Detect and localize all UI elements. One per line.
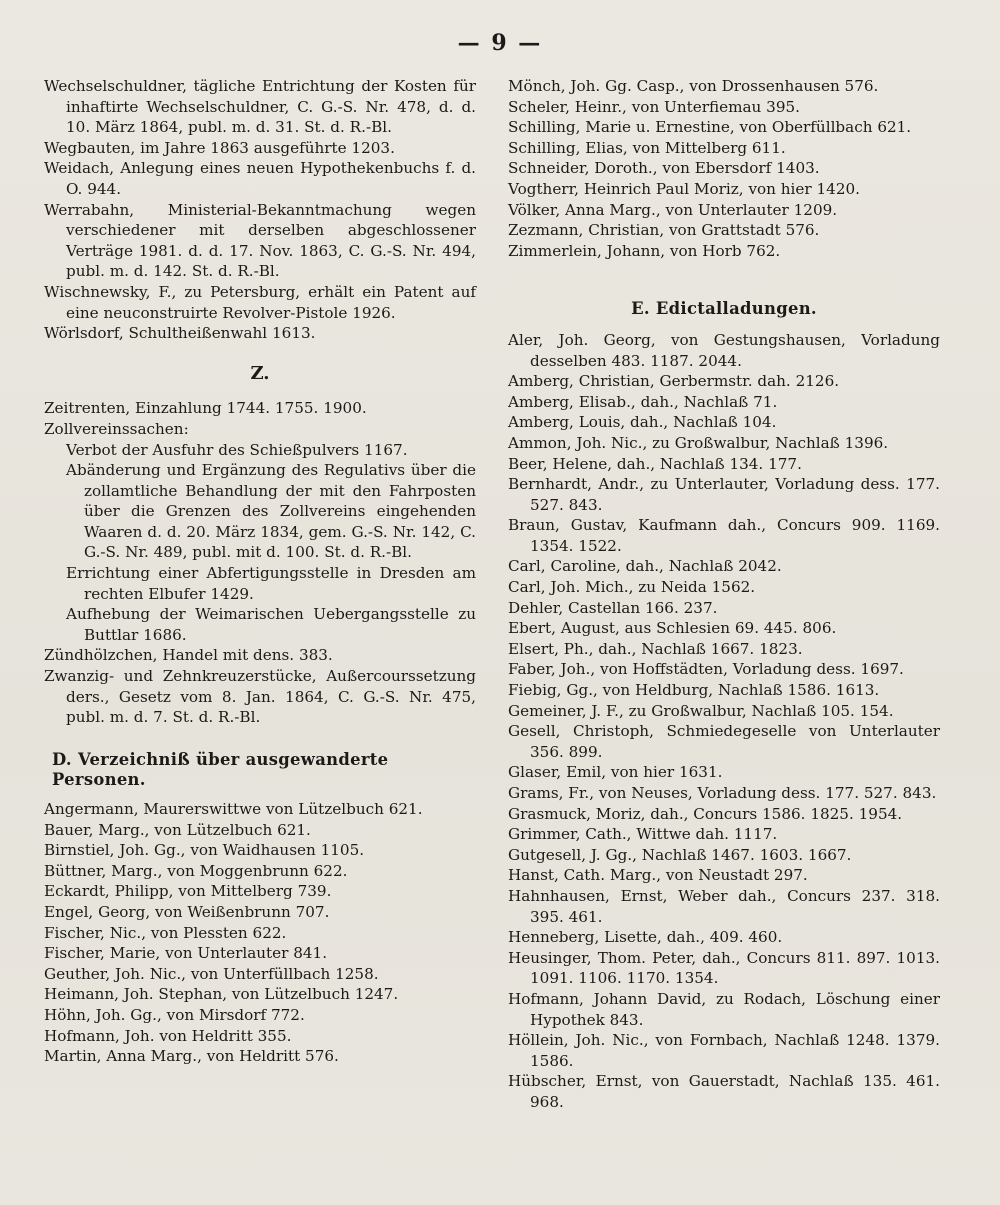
index-entry: Zündhölzchen, Handel mit dens. 383. <box>44 646 333 665</box>
section-heading-e: E. Edictalladungen. <box>631 299 817 319</box>
index-entry: Höllein, Joh. Nic., von Fornbach, Nachlaß 1248. 1379. 1586. <box>508 1031 940 1070</box>
index-entry: Weidach, Anlegung eines neuen Hypothekenbuchs f. d. O. 944. <box>44 159 476 198</box>
index-entry: Gemeiner, J. F., zu Großwalbur, Nachlaß 105. 154. <box>508 701 894 720</box>
index-entry: Hübscher, Ernst, von Gauerstadt, Nachlaß 135. 461. 968. <box>508 1072 940 1111</box>
index-entry: Dehler, Castellan 166. 237. <box>508 598 718 617</box>
left-column <box>44 76 476 1067</box>
index-entry: Vogtherr, Heinrich Paul Moriz, von hier 1420. <box>508 179 860 198</box>
index-entry: Aler, Joh. Georg, von Gestungshausen, Vorladung desselben 483. 1187. 2044. <box>508 330 940 370</box>
index-entry: Grasmuck, Moriz, dah., Concurs 1586. 1825. 1954. <box>508 804 903 823</box>
index-entry: Eckardt, Philipp, von Mittelberg 739. <box>44 882 332 901</box>
index-entry: Amberg, Louis, dah., Nachlaß 104. <box>508 413 777 432</box>
index-entry: Engel, Georg, von Weißenbrunn 707. <box>44 902 330 921</box>
index-entry: Wechselschuldner, tägliche Entrichtung der Kosten für inhaftirte Wechselschuldner, C. G.-S. Nr. 478, d. d. 10. März 1864, publ. m. d. 31. St. d. R.-Bl. <box>44 77 476 137</box>
index-entry: Zollvereinssachen: <box>44 419 189 438</box>
index-entry: Grams, Fr., von Neuses, Vorladung dess. 177. 527. 843. <box>508 784 937 802</box>
index-entry: Faber, Joh., von Hoffstädten, Vorladung dess. 1697. <box>508 660 904 679</box>
right-column <box>508 76 940 1113</box>
index-entry: Schilling, Elias, von Mittelberg 611. <box>508 138 786 157</box>
index-entry: Wegbauten, im Jahre 1863 ausgeführte 1203. <box>44 138 395 157</box>
index-entry: Fischer, Marie, von Unterlauter 841. <box>44 944 328 963</box>
index-entry: Höhn, Joh. Gg., von Mirsdorf 772. <box>44 1005 305 1024</box>
index-entry: Elsert, Ph., dah., Nachlaß 1667. 1823. <box>508 639 803 658</box>
index-entry: Carl, Joh. Mich., zu Neida 1562. <box>508 578 756 597</box>
index-entry: Wischnewsky, F., zu Petersburg, erhält ein Patent auf eine neuconstruirte Revolver-Pistole 1926. <box>44 282 476 322</box>
index-entry: Zeitrenten, Einzahlung 1744. 1755. 1900. <box>44 399 367 418</box>
index-entry: Scheler, Heinr., von Unterfiemau 395. <box>508 97 800 116</box>
index-entry: Angermann, Maurerswittwe von Lützelbuch 621. <box>44 800 423 818</box>
index-entry: Grimmer, Cath., Wittwe dah. 1117. <box>508 825 778 844</box>
index-entry: Zezmann, Christian, von Grattstadt 576. <box>508 221 820 240</box>
index-entry: Hanst, Cath. Marg., von Neustadt 297. <box>508 866 808 885</box>
index-entry: Hofmann, Joh. von Heldritt 355. <box>44 1026 292 1045</box>
index-entry: Hofmann, Johann David, zu Rodach, Löschung einer Hypothek 843. <box>508 989 940 1029</box>
e-entries <box>508 330 940 1113</box>
index-entry: Völker, Anna Marg., von Unterlauter 1209. <box>508 200 838 219</box>
index-entry: Heusinger, Thom. Peter, dah., Concurs 811. 897. 1013. 1091. 1106. 1170. 1354. <box>508 948 940 988</box>
index-entry: Heimann, Joh. Stephan, von Lützelbuch 1247. <box>44 985 399 1004</box>
index-entry: Birnstiel, Joh. Gg., von Waidhausen 1105. <box>44 841 365 860</box>
index-entry: Gutgesell, J. Gg., Nachlaß 1467. 1603. 1667. <box>508 845 852 864</box>
index-entry: Carl, Caroline, dah., Nachlaß 2042. <box>508 557 782 576</box>
w-entries <box>44 76 476 344</box>
index-entry: Schneider, Doroth., von Ebersdorf 1403. <box>508 159 820 178</box>
index-entry: Zimmerlein, Johann, von Horb 762. <box>508 241 781 260</box>
index-entry: Henneberg, Lisette, dah., 409. 460. <box>508 928 783 947</box>
index-subentry: Abänderung und Ergänzung des Regulativs über die zollamtliche Behandlung der mit den Fahrposten über die Grenzen des Zollvereins eingehenden Waaren d. d. 20. März 1834, gem. G.-S. Nr. 142, C. G.-S. Nr. 489, publ. mit d. 100. St. d. R.-Bl. <box>66 461 476 562</box>
d-entries-left <box>44 799 476 1067</box>
z-entries <box>44 398 476 728</box>
index-entry: Büttner, Marg., von Moggenbrunn 622. <box>44 861 348 880</box>
index-subentry: Verbot der Ausfuhr des Schießpulvers 1167. <box>66 440 408 459</box>
index-entry: Bernhardt, Andr., zu Unterlauter, Vorladung dess. 177. 527. 843. <box>508 475 940 514</box>
index-entry: Fiebig, Gg., von Heldburg, Nachlaß 1586. 1613. <box>508 681 880 700</box>
index-entry: Beer, Helene, dah., Nachlaß 134. 177. <box>508 454 802 473</box>
index-subentry: Aufhebung der Weimarischen Uebergangsstelle zu Buttlar 1686. <box>66 605 476 644</box>
index-entry: Hahnhausen, Ernst, Weber dah., Concurs 237. 318. 395. 461. <box>508 886 940 926</box>
index-entry: Braun, Gustav, Kaufmann dah., Concurs 909. 1169. 1354. 1522. <box>508 516 940 555</box>
index-subentry: Errichtung einer Abfertigungsstelle in Dresden am rechten Elbufer 1429. <box>66 564 476 603</box>
section-heading-d: D. Verzeichniß über ausgewanderte Personen. <box>52 749 389 790</box>
index-entry: Schilling, Marie u. Ernestine, von Oberfüllbach 621. <box>508 118 912 137</box>
index-entry: Amberg, Christian, Gerbermstr. dah. 2126. <box>508 372 840 391</box>
index-entry: Ammon, Joh. Nic., zu Großwalbur, Nachlaß 1396. <box>508 433 889 452</box>
index-entry: Amberg, Elisab., dah., Nachlaß 71. <box>508 392 778 411</box>
index-entry: Martin, Anna Marg., von Heldritt 576. <box>44 1047 339 1066</box>
index-entry: Werrabahn, Ministerial-Bekanntmachung wegen verschiedener mit derselben abgeschlossener Verträge 1981. d. d. 17. Nov. 1863, C. G.-S. Nr. 494, publ. m. d. 142. St. d. R.-Bl. <box>44 200 476 281</box>
index-entry: Ebert, August, aus Schlesien 69. 445. 806. <box>508 619 837 638</box>
letter-heading-z: Z. <box>250 362 270 384</box>
d-entries-right <box>508 76 940 261</box>
index-entry: Geuther, Joh. Nic., von Unterfüllbach 1258. <box>44 964 379 983</box>
page-number: — 9 — <box>457 30 543 56</box>
index-entry: Wörlsdorf, Schultheißenwahl 1613. <box>44 324 316 343</box>
index-entry: Gesell, Christoph, Schmiedegeselle von Unterlauter 356. 899. <box>508 722 940 761</box>
index-entry: Zwanzig- und Zehnkreuzerstücke, Außercourssetzung ders., Gesetz vom 8. Jan. 1864, C. G.-S. Nr. 475, publ. m. d. 7. St. d. R.-Bl. <box>44 667 476 727</box>
index-entry: Glaser, Emil, von hier 1631. <box>508 763 723 782</box>
index-entry: Bauer, Marg., von Lützelbuch 621. <box>44 820 311 839</box>
index-entry: Fischer, Nic., von Plessten 622. <box>44 923 287 942</box>
index-entry: Mönch, Joh. Gg. Casp., von Drossenhausen 576. <box>508 77 879 95</box>
